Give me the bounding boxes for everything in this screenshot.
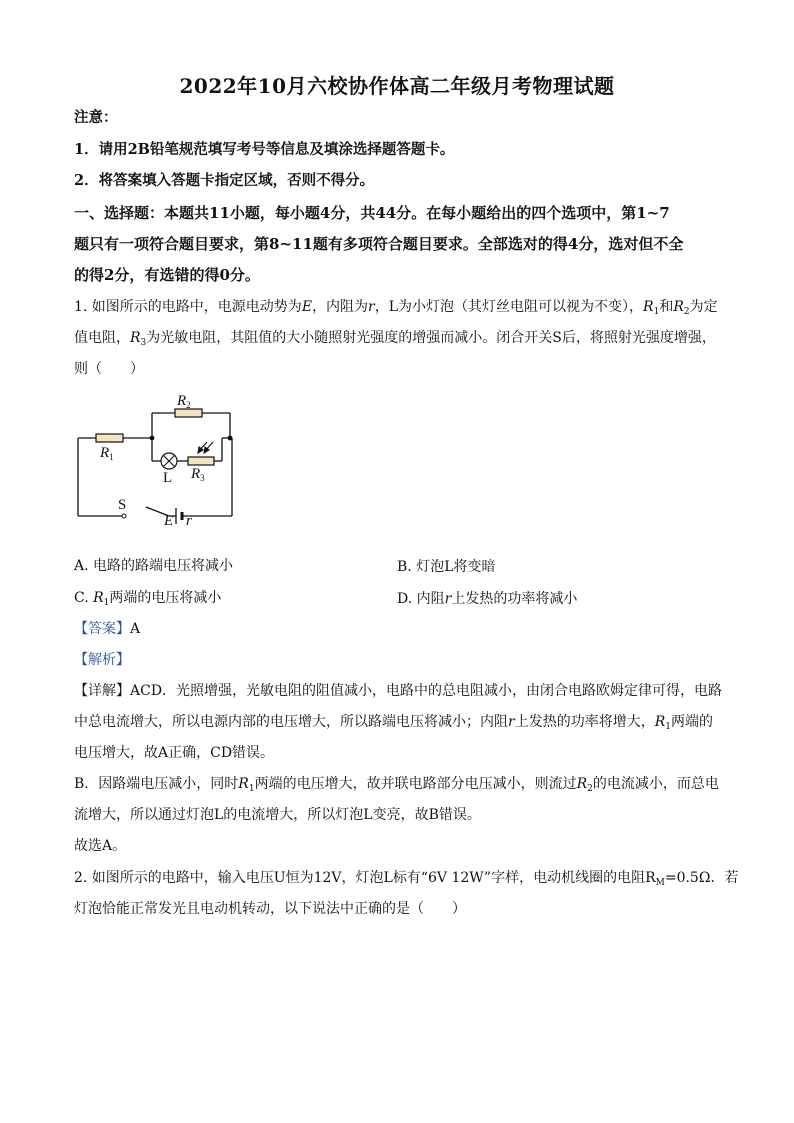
q1-text: 为光敏电阻，其阻值的大小随照射光强度的增强而减小。闭合开关S后，将照射光强度增强， (146, 330, 716, 346)
q1-r2-sub: 2 (683, 307, 690, 317)
answer-value: A (130, 621, 141, 637)
label-r3: $R_3$ (191, 466, 205, 483)
q1-circuit-diagram (60, 386, 250, 526)
detail-text: 中总电流增大，所以电源内部的电压增大，所以路端电压将减小；内阻 (74, 714, 508, 730)
q1-detail-line-4 (74, 774, 724, 799)
detail-r2-symbol: R (576, 776, 588, 792)
detail-label: 【详解】 (74, 683, 130, 699)
label-r2: $R_2$ (177, 393, 191, 410)
q1-detail-line-3: 电压增大，故A正确，CD错误。 (74, 745, 275, 761)
label-internal-r: r (186, 513, 192, 526)
label-switch: S (118, 497, 127, 513)
lamp-icon (161, 453, 177, 469)
section-instructions-line-3: 的得2分，有选错的得0分。 (74, 266, 260, 284)
detail-r1-sub: 1 (665, 722, 671, 732)
switch-contact (122, 514, 126, 518)
resistor-r3 (188, 457, 214, 465)
detail-r1-sub: 1 (248, 784, 255, 794)
q2-text: =0.5Ω．若 (664, 870, 739, 886)
label-lamp: L (163, 470, 173, 486)
detail-r-symbol: r (508, 714, 515, 730)
page-title: 2022年10月六校协作体高二年级月考物理试题 (179, 74, 615, 98)
notice-item-2: 2．将答案填入答题卡指定区域，否则不得分。 (74, 172, 375, 189)
junction-dot-left (150, 436, 155, 441)
option-text: 上发热的功率将减小 (451, 591, 578, 607)
q1-detail-line-5: 流增大，所以通过灯泡L的电流增大，所以灯泡L变亮，故B错误。 (74, 807, 481, 823)
detail-text: 的电流减小，而总电 (592, 776, 719, 792)
q1-r3-symbol: R (130, 330, 141, 346)
option-r1-sub: 1 (103, 598, 110, 608)
q1-option-a: A. 电路的路端电压将减小 (74, 558, 234, 574)
q1-detail-line-2 (74, 712, 724, 737)
detail-r2-sub: 2 (587, 784, 593, 794)
detail-r1-symbol: R (654, 714, 666, 730)
notice-item-1: 1．请用2B铅笔规范填写考号等信息及填涂选择题答题卡。 (74, 141, 455, 158)
q1-text: 1. 如图所示的电路中，电源电动势为 (74, 299, 302, 315)
option-text: C. (74, 590, 94, 606)
q1-analysis-label: 【解析】 (74, 652, 130, 668)
q1-r-symbol: r (368, 299, 375, 315)
q1-r1-symbol: R (643, 299, 654, 315)
q1-option-b: B. 灯泡L将变暗 (397, 559, 496, 575)
notice-heading: 注意： (74, 109, 118, 126)
q1-option-d (397, 588, 577, 608)
section-instructions-line-2: 题只有一项符合题目要求，第8~11题有多项符合题目要求。全部选对的得4分，选对但不全 (74, 235, 684, 253)
q1-text: 和 (659, 299, 674, 315)
detail-text: 两端的电压增大，故并联电路部分电压减小，则流过 (254, 776, 577, 792)
light-arrows-icon (198, 442, 213, 453)
q1-r2-symbol: R (673, 299, 684, 315)
junction-dot-right (228, 436, 233, 441)
detail-text: B．因路端电压减小，同时 (74, 776, 239, 792)
detail-text: ACD．光照增强，光敏电阻的阻值减小，电路中的总电阻减小，由闭合电路欧姆定律可得，电路 (130, 683, 723, 699)
answer-label: 【答案】 (74, 621, 130, 637)
option-text: 两端的电压将减小 (109, 590, 222, 606)
q2-text: 2. 如图所示的电路中，输入电压U恒为12V，灯泡L标有“6V 12W”字样，电动机线圈的电阻R (74, 870, 656, 886)
q1-detail-line-1 (74, 681, 724, 701)
q1-conclusion: 故选A。 (74, 838, 127, 854)
option-r-symbol: r (444, 591, 452, 607)
q1-answer (74, 619, 724, 639)
option-text: D. 内阻 (397, 591, 445, 607)
q1-stem-line-3: 则（ ） (74, 361, 144, 377)
q1-r1-sub: 1 (653, 307, 660, 317)
q1-stem-line-1 (74, 297, 724, 322)
q1-emf-symbol: E (301, 299, 313, 315)
q2-stem-line-2: 灯泡恰能正常发光且电动机转动，以下说法中正确的是（ ） (74, 901, 466, 917)
detail-text: 两端的 (670, 714, 713, 730)
label-r1: $R_1$ (100, 445, 114, 462)
resistor-r2 (175, 409, 202, 417)
option-r1-symbol: R (93, 590, 104, 606)
detail-text: 上发热的功率将增大， (514, 714, 655, 730)
detail-r1-symbol: R (238, 776, 249, 792)
q1-text: ，内阻为 (312, 299, 369, 315)
section-instructions-line-1: 一、选择题：本题共11小题，每小题4分，共44分。在每小题给出的四个选项中，第1~7 (74, 204, 670, 222)
q2-rm-sub: M (655, 878, 665, 888)
q1-text: ，L为小灯泡（其灯丝电阻可以视为不变）， (374, 299, 644, 315)
label-emf: E (164, 513, 174, 526)
q1-r3-sub: 3 (140, 338, 147, 348)
q1-text: 为定 (689, 299, 718, 315)
resistor-r1 (96, 434, 123, 442)
q2-stem-line-1 (74, 868, 739, 893)
q1-stem-line-2 (74, 328, 724, 353)
q1-text: 值电阻， (74, 330, 130, 346)
